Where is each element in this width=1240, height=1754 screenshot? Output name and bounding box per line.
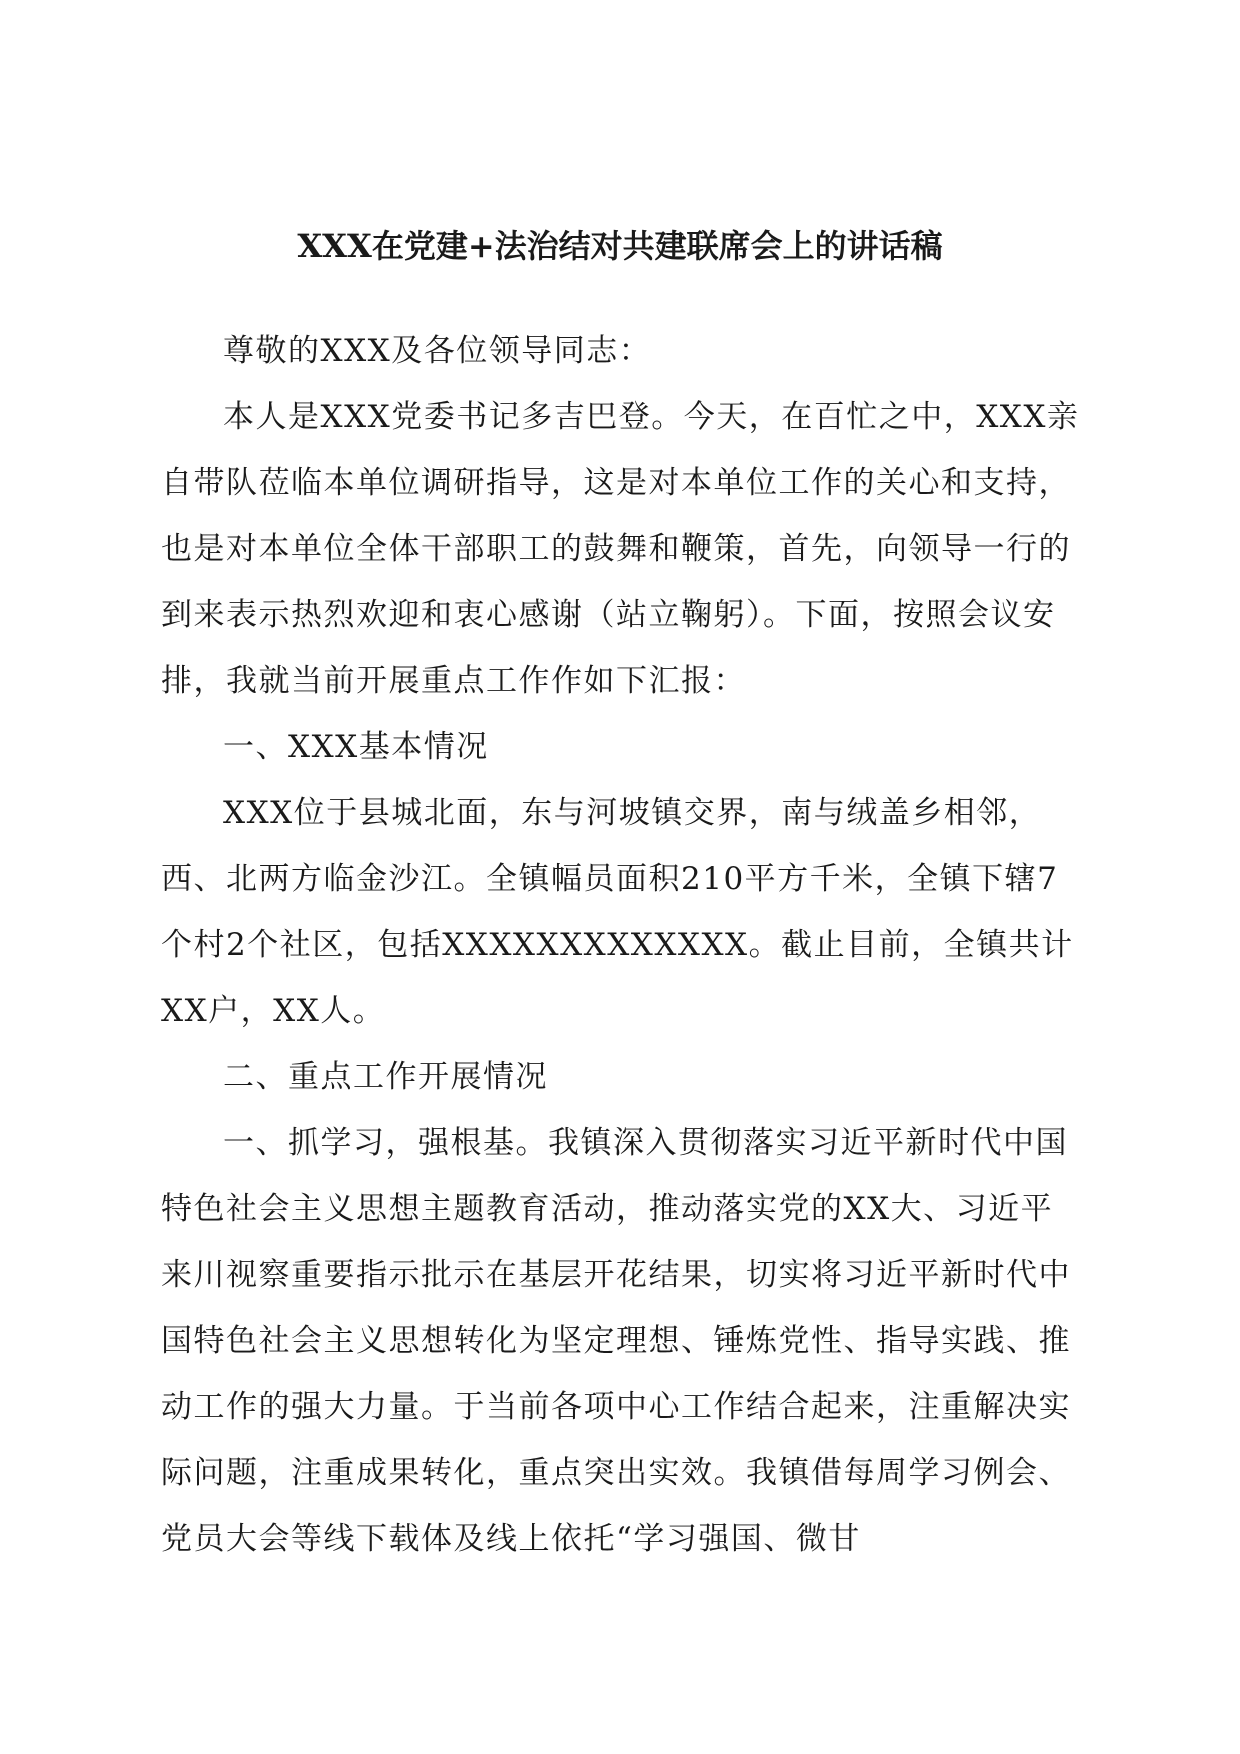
- document-title: XXX在党建+法治结对共建联席会上的讲话稿: [297, 227, 943, 265]
- basic-situation-paragraph: XXX位于县城北面，东与河坡镇交界，南与绒盖乡相邻，西、北两方临金沙江。全镇幅员面积210平方千米，全镇下辖7个村2个社区，包括XXXXXXXXXXXXX。截止目前，全镇共计XX户，XX人。: [161, 795, 1074, 1029]
- section-heading-key-work: 二、重点工作开展情况: [223, 1059, 548, 1095]
- salutation-paragraph: 尊敬的XXX及各位领导同志：: [223, 333, 652, 369]
- key-work-paragraph: 一、抓学习，强根基。我镇深入贯彻落实习近平新时代中国特色社会主义思想主题教育活动，推动落实党的XX大、习近平来川视察重要指示批示在基层开花结果，切实将习近平新时代中国特色社会主义思想转化为坚定理想、锤炼党性、指导实践、推动工作的强大力量。于当前各项中心工作结合起来，注重解决实际问题，注重成果转化，重点突出实效。我镇借每周学习例会、党员大会等线下载体及线上依托“学习强国、微甘: [161, 1125, 1071, 1557]
- document-body: [161, 318, 1081, 1572]
- introduction-paragraph: 本人是XXX党委书记多吉巴登。今天，在百忙之中，XXX亲自带队莅临本单位调研指导，这是对本单位工作的关心和支持，也是对本单位全体干部职工的鼓舞和鞭策，首先，向领导一行的到来表示热烈欢迎和衷心感谢（站立鞠躬）。下面，按照会议安排，我就当前开展重点工作作如下汇报：: [161, 399, 1080, 699]
- section-heading-basic-situation: 一、XXX基本情况: [223, 729, 489, 765]
